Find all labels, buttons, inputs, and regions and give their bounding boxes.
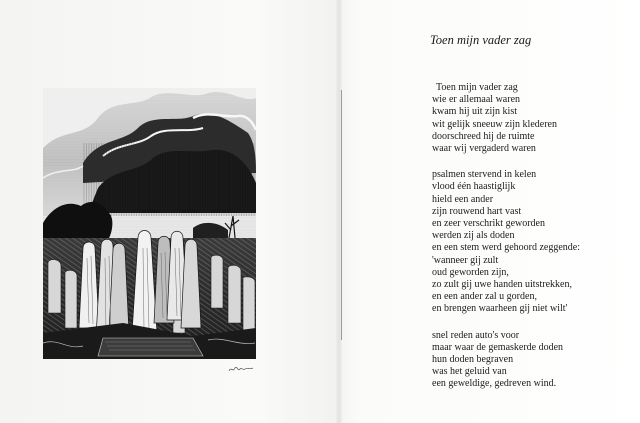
- poem-line: zo zult gij uwe handen uitstrekken,: [432, 279, 572, 291]
- poem-line: en een ander zal u gorden,: [432, 291, 537, 303]
- artist-signature: [228, 364, 254, 374]
- poem-body: [432, 82, 632, 391]
- poem-line: Toen mijn vader zag: [436, 82, 518, 93]
- poem-line: wit gelijk sneeuw zijn klederen: [432, 118, 557, 130]
- poem-line: hun doden begraven: [432, 354, 514, 366]
- stanza-1: [432, 82, 632, 155]
- poem-line: en een stem werd gehoord zeggende:: [432, 242, 580, 254]
- poem-line: doorschreed hij de ruimte: [432, 130, 535, 142]
- poem-line: een geweldige, gedreven wind.: [432, 378, 557, 390]
- engraving-art: [43, 88, 256, 359]
- poem-line: werden zij als doden: [432, 230, 515, 242]
- poem-title: Toen mijn vader zag: [430, 33, 532, 47]
- poem-line: was het geluid van: [432, 366, 507, 378]
- poem-line: maar waar de gemaskerde doden: [432, 341, 564, 353]
- poem-line: en brengen waarheen gij niet wilt': [432, 303, 568, 315]
- poem-line: waar wij vergaderd waren: [432, 143, 536, 155]
- poem-line: oud geworden zijn,: [432, 266, 509, 278]
- poem-line: kwam hij uit zijn kist: [432, 106, 517, 118]
- stanza-2: [432, 169, 632, 315]
- poem-line: snel reden auto's voor: [432, 329, 520, 341]
- stanza-3: [432, 330, 632, 391]
- poem-line: 'wanneer gij zult: [432, 254, 499, 266]
- poem-line: zijn rouwend hart vast: [432, 205, 522, 217]
- poem-line: vlood één haastiglijk: [432, 181, 516, 193]
- poem-line: hield een ander: [432, 193, 494, 205]
- poem-line: psalmen stervend in kelen: [432, 169, 537, 181]
- engraving-illustration: [43, 88, 256, 359]
- poem-line: wie er allemaal waren: [432, 94, 521, 106]
- poem-line: en zeer verschrikt geworden: [432, 218, 545, 230]
